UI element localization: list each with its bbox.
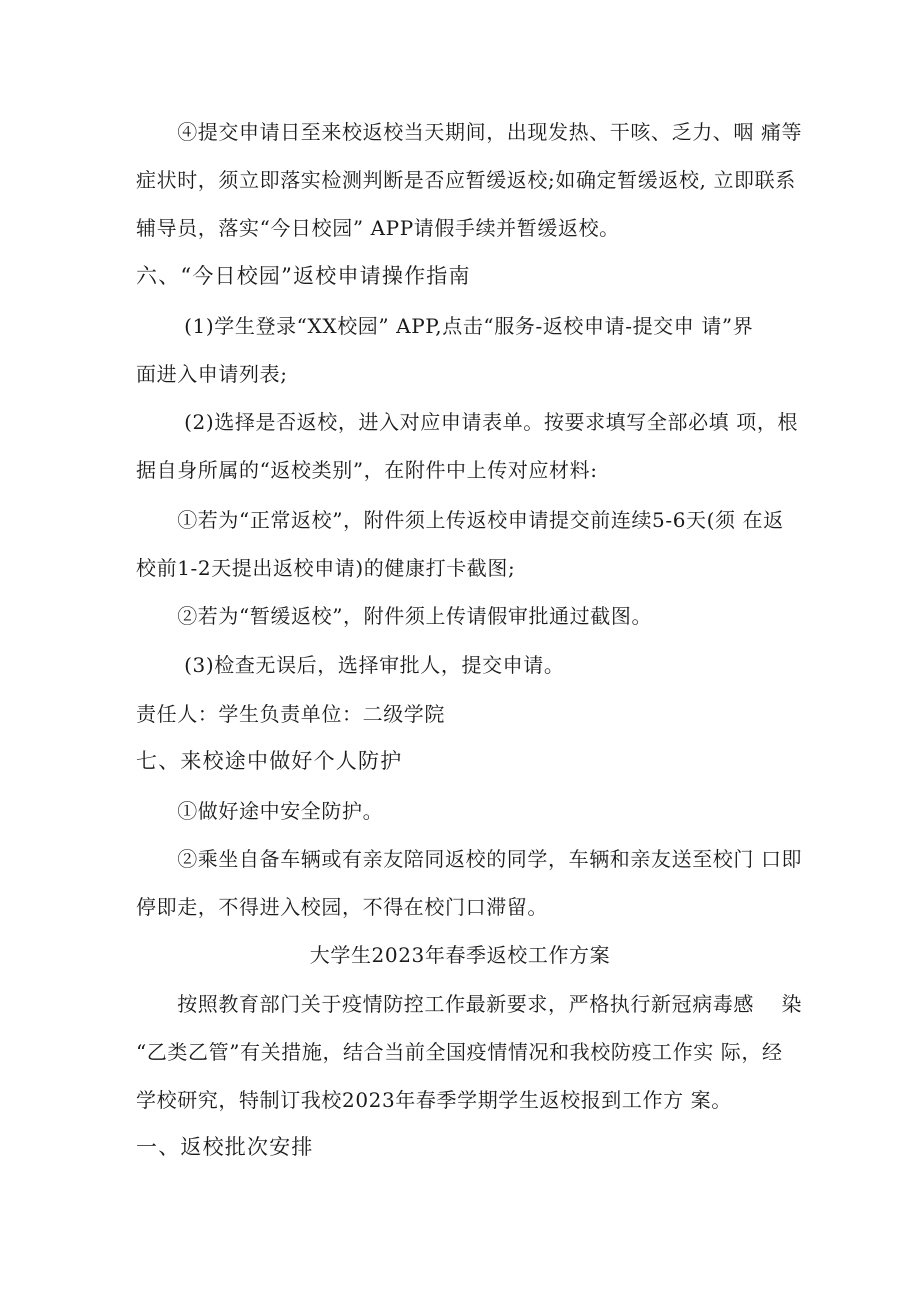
paragraph-line: (2)选择是否返校，进入对应申请表单。按要求填写全部必填 项，根 [136,410,799,434]
document-title: 大学生2023年春季返校工作方案 [309,943,611,967]
paragraph-line: ④提交申请日至来校返校当天期间，出现发热、干咳、乏力、咽 痛等 [136,120,803,144]
paragraph-line: 学校研究，特制订我校2023年春季学期学生返校报到工作方 案。 [136,1088,732,1112]
paragraph-line: “乙类乙管”有关措施，结合当前全国疫情情况和我校防疫工作实 际，经 [136,1040,783,1064]
paragraph-line: ①做好途中安全防护。 [136,799,384,823]
paragraph-line: ②乘坐自备车辆或有亲友陪同返校的同学，车辆和亲友送至校门 口即 [136,847,803,871]
paragraph-line: 按照教育部门关于疫情防控工作最新要求，严格执行新冠病毒感 染 [136,992,803,1016]
section-heading: 六、“今日校园”返校申请操作指南 [136,264,471,288]
paragraph-line: ①若为“正常返校”，附件须上传返校申请提交前连续5-6天(须 在返 [136,508,784,532]
section-heading: 一、返校批次安排 [136,1135,314,1159]
paragraph-line: 症状时，须立即落实检测判断是否应暂缓返校;如确定暂缓返校, 立即联系 [136,168,796,192]
paragraph-line: 面进入申请列表; [136,362,288,386]
section-heading: 七、来校途中做好个人防护 [136,749,403,773]
responsible-line: 责任人：学生负责单位：二级学院 [136,702,445,726]
paragraph-line: 据自身所属的“返校类别”，在附件中上传对应材料: [136,458,598,482]
paragraph-line: (1)学生登录“XX校园” APP,点击“服务-返校申请-提交申 请”界 [136,314,754,338]
paragraph-line: 停即走，不得进入校园，不得在校门口滞留。 [136,895,548,919]
paragraph-line: ②若为“暂缓返校”，附件须上传请假审批通过截图。 [136,604,653,628]
paragraph-line: 辅导员，落实“今日校园” APP请假手续并暂缓返校。 [136,216,620,240]
paragraph-line: (3)检查无误后，选择审批人，提交申请。 [136,653,565,677]
paragraph-line: 校前1-2天提出返校申请)的健康打卡截图; [136,556,516,580]
